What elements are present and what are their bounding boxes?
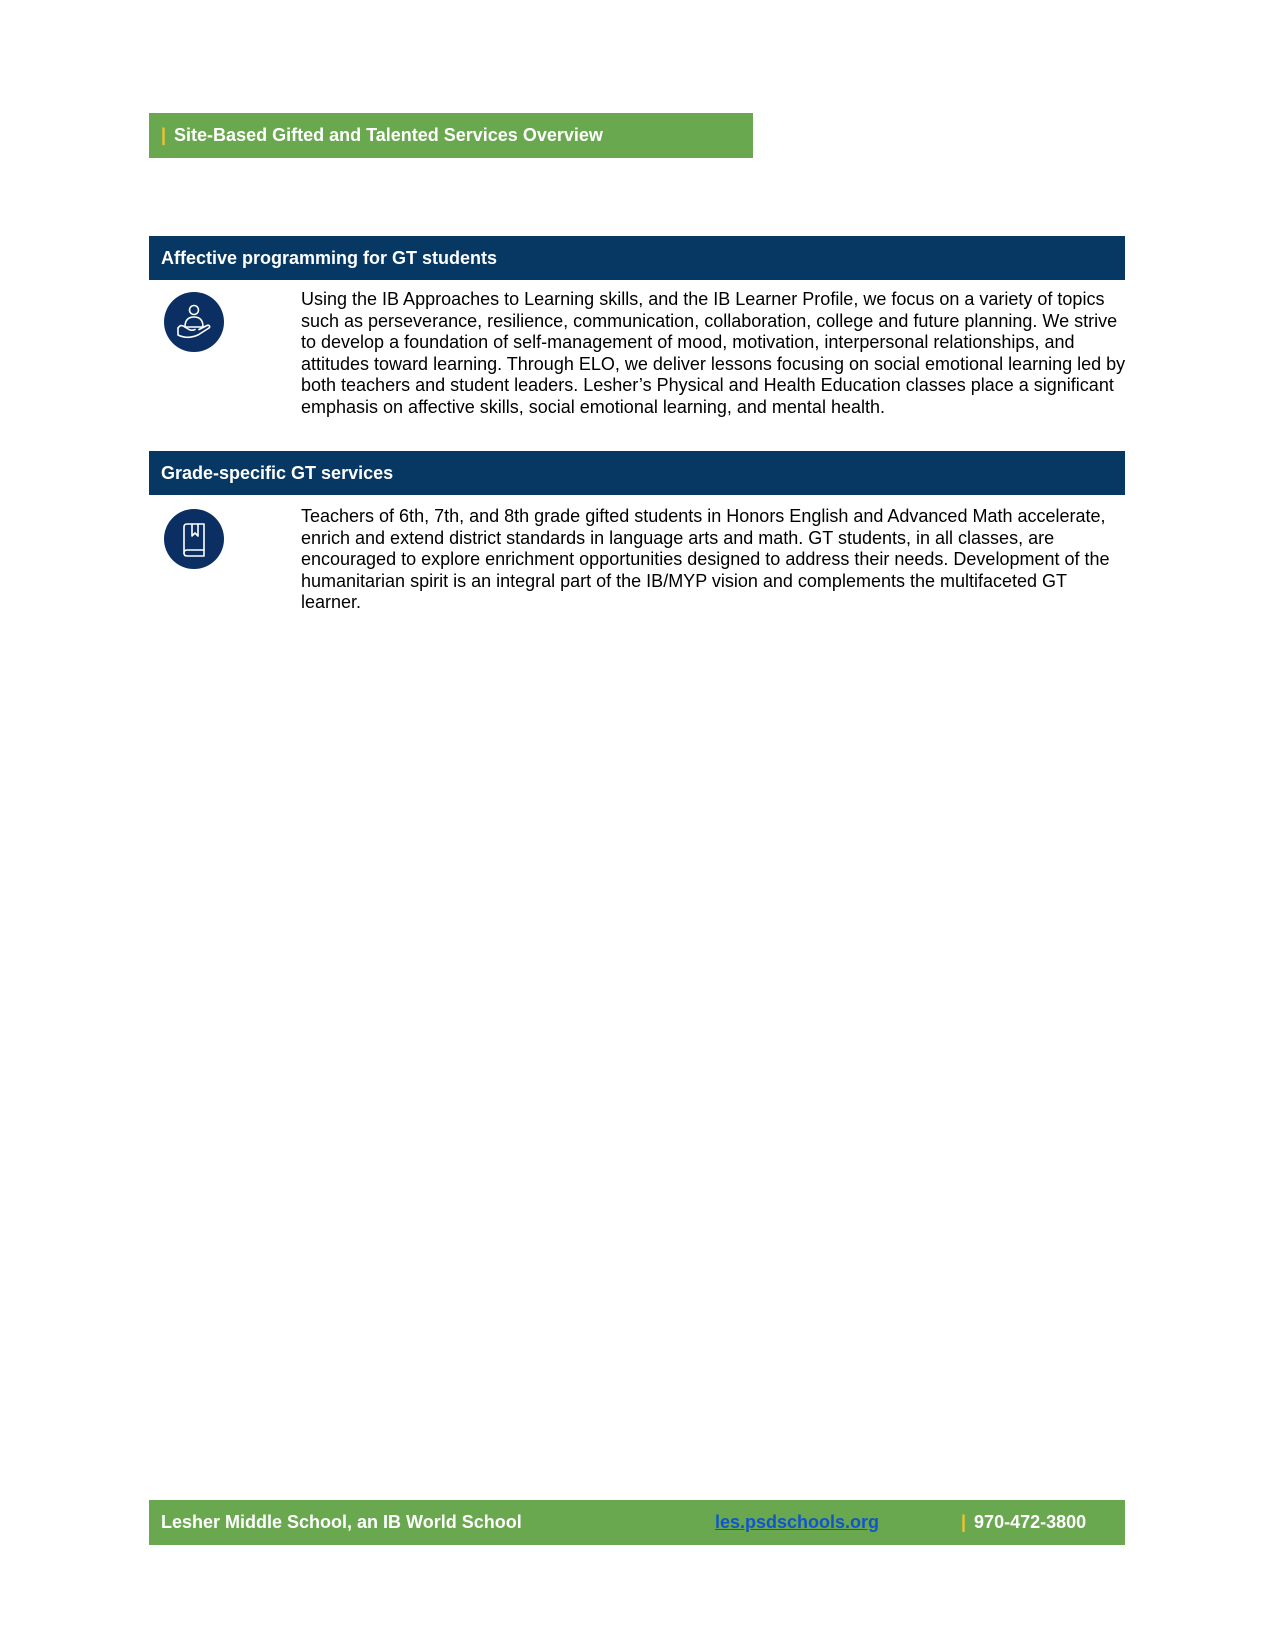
footer-bar	[149, 1500, 1125, 1545]
footer-school-name: Lesher Middle School, an IB World School	[161, 1512, 522, 1532]
footer-website-link[interactable]: les.psdschools.org	[715, 1512, 880, 1532]
page-title: Site-Based Gifted and Talented Services Overview	[174, 125, 603, 145]
footer-phone-number: 970-472-3800	[974, 1512, 1087, 1532]
page-title-bar	[149, 113, 753, 158]
section-header-affective	[149, 236, 1125, 280]
section-heading: Affective programming for GT students	[161, 247, 498, 268]
footer-phone	[961, 1500, 1086, 1545]
section-body-affective: Using the IB Approaches to Learning skills, and the IB Learner Profile, we focus on a variety of topics such as perseverance, resilience, communication, collaboration, college and future planning. We strive to develop a foundation of self-management of mood, motivation, interpersonal relationships, and attitudes toward learning. Through ELO, we deliver lessons focusing on social emotional learning led by both teachers and student leaders. Lesher’s Physical and Health Education classes place a significant emphasis on affective skills, social emotional learning, and mental health.	[301, 289, 1126, 417]
title-separator: |	[161, 125, 167, 145]
person-hand-icon	[164, 292, 224, 352]
footer-separator: |	[961, 1512, 967, 1532]
book-bookmark-icon	[164, 509, 224, 569]
section-body-grade-specific: Teachers of 6th, 7th, and 8th grade gifted students in Honors English and Advanced Math accelerate, enrich and extend district standards in language arts and math. GT students, in all classes, are encouraged to explore enrichment opportunities designed to address their needs. Development of the humanitarian spirit is an integral part of the IB/MYP vision and complements the multifaceted GT learner.	[301, 506, 1110, 612]
section-heading: Grade-specific GT services	[161, 462, 394, 483]
section-header-grade-specific	[149, 451, 1125, 495]
